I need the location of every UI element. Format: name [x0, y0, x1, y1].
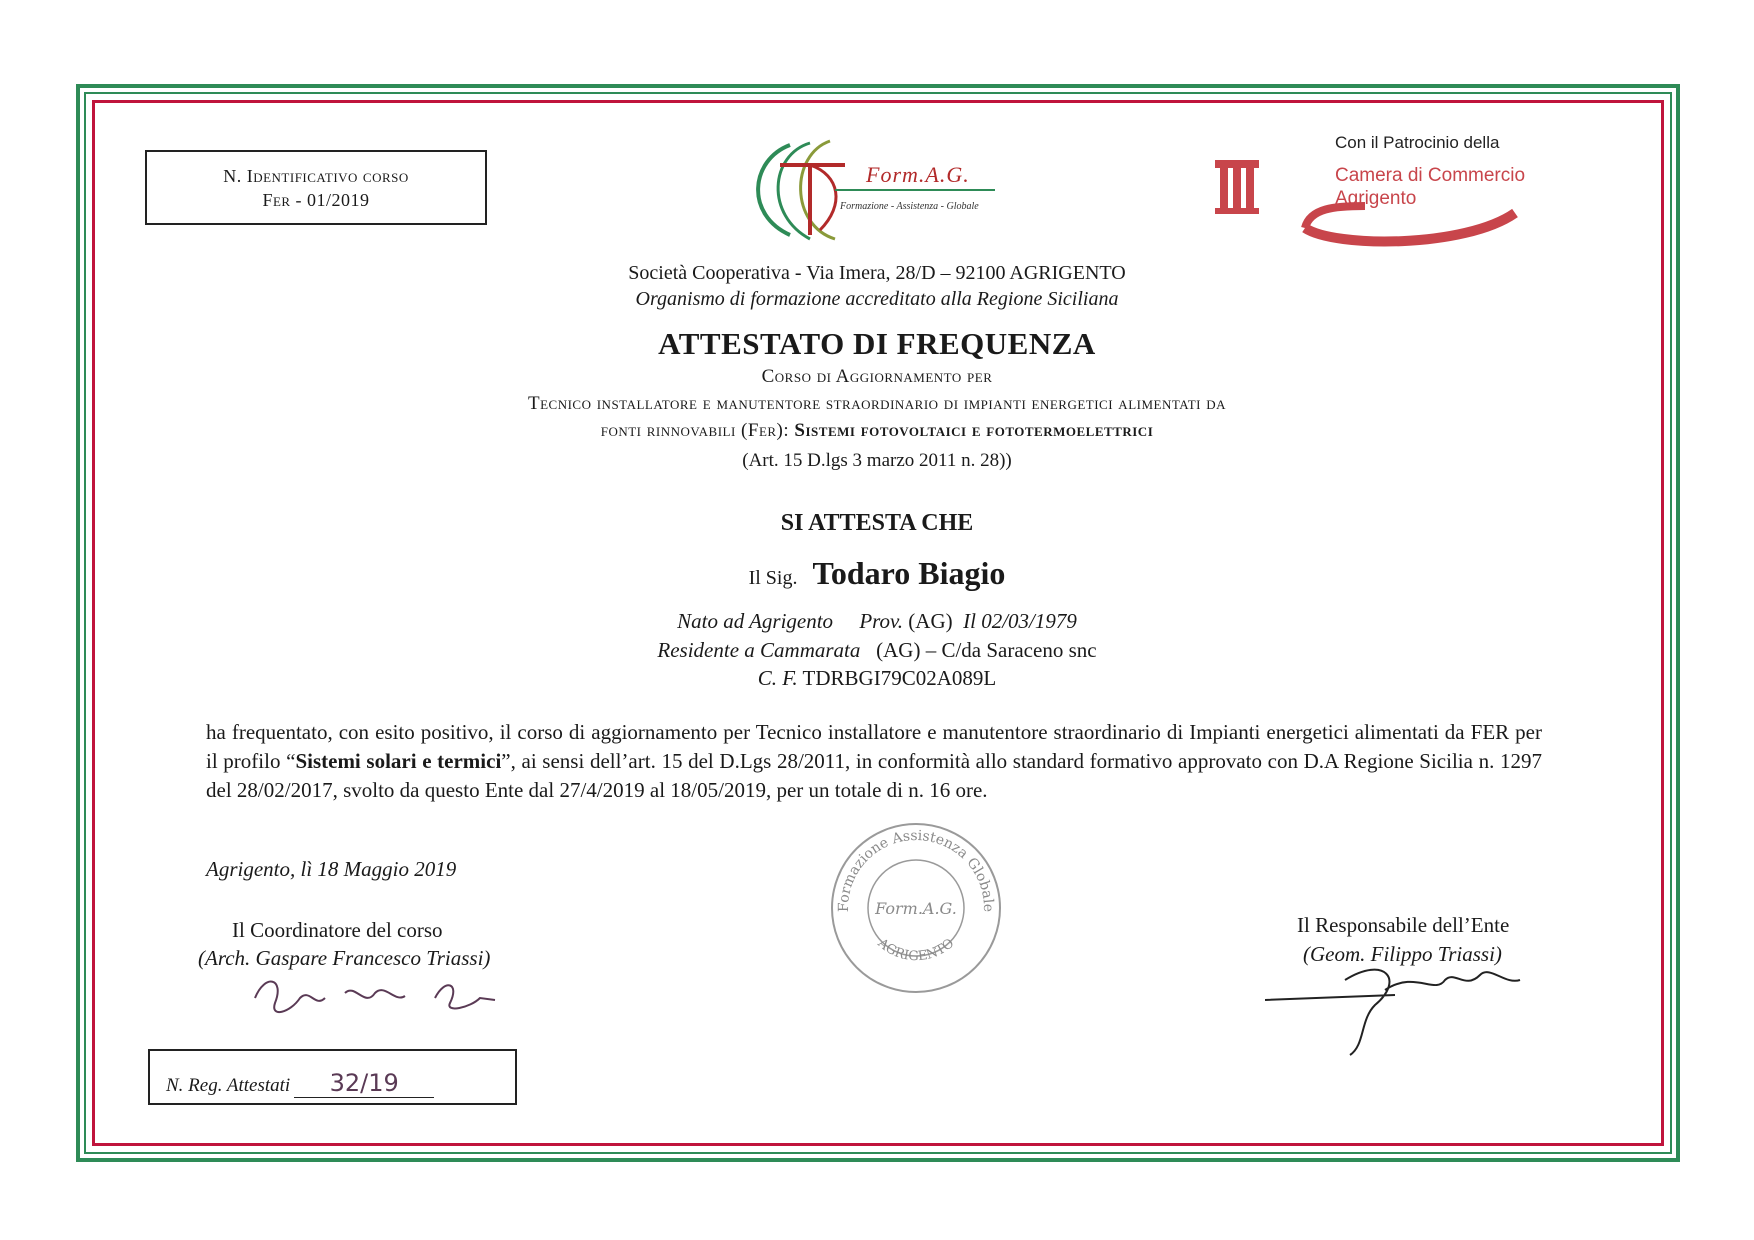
responsible-role: Il Responsabile dell’Ente: [1297, 913, 1510, 937]
course-profile-title: Sistemi fotovoltaici e fototermoelettrici: [794, 420, 1154, 441]
registry-box: [148, 1049, 517, 1105]
organization-address: Società Cooperativa - Via Imera, 28/D – 92100 AGRIGENTO: [628, 262, 1126, 284]
course-legal-ref: (Art. 15 D.lgs 3 marzo 2011 n. 28)): [742, 450, 1012, 471]
coordinator-signature: [245, 968, 525, 1028]
stamp-ring-text: Formazione Assistenza Globale: [835, 827, 997, 913]
person-line: [0, 555, 1754, 592]
formag-logo: [750, 135, 1030, 245]
residence-value: (AG) – C/da Saraceno snc: [876, 638, 1097, 662]
residence-line: [0, 638, 1754, 663]
course-id-value: Fer - 01/2019: [262, 190, 370, 210]
course-line-3: [0, 420, 1754, 442]
course-id-box: [145, 150, 487, 225]
fiscal-code-label: C. F.: [757, 666, 798, 690]
course-line-1: Corso di Aggiornamento per: [761, 366, 993, 387]
certificate-body: [206, 718, 1542, 805]
coordinator-name: (Arch. Gaspare Francesco Triassi): [198, 946, 491, 970]
coordinator-role: Il Coordinatore del corso: [232, 918, 443, 942]
attestation-heading: SI ATTESTA CHE: [780, 510, 974, 536]
logo-tagline: Formazione - Assistenza - Globale: [840, 201, 979, 212]
svg-text:AGRIGENTO: [874, 935, 957, 964]
responsible-name: (Geom. Filippo Triassi): [1303, 942, 1502, 966]
patronage-org-line2: Agrigento: [1335, 188, 1417, 209]
issue-date: Agrigento, lì 18 Maggio 2019: [206, 857, 457, 881]
responsible-signature: [1265, 950, 1565, 1060]
person-prefix: Il Sig.: [748, 567, 798, 589]
body-part-2: ”, ai sensi dell’art. 15 del D.Lgs 28/2011, in conformità allo standard formativo approvato con D.A Regione Sicilia n. 1297 del 28/02/2017, svolto da questo Ente dal 27/4/2019 al 18/05/2019, per un totale di n. 16 ore.: [206, 749, 1542, 802]
birth-line: [0, 609, 1754, 634]
patronage-org-line1: Camera di Commercio: [1335, 165, 1526, 186]
course-line-2: Tecnico installatore e manutentore straordinario di impianti energetici alimentati da: [527, 393, 1227, 414]
accreditation-note: Organismo di formazione accreditato alla Regione Siciliana: [635, 288, 1119, 310]
prov-label: Prov.: [859, 609, 904, 633]
official-stamp: [826, 818, 1006, 998]
residence-label: Residente a Cammarata: [657, 638, 861, 662]
birth-date: Il 02/03/1979: [963, 609, 1077, 633]
course-line-3a: fonti rinnovabili (Fer):: [600, 420, 795, 441]
prov-value: (AG): [908, 609, 953, 633]
birth-place: Nato ad Agrigento: [677, 609, 834, 633]
person-name: Todaro Biagio: [812, 555, 1006, 591]
fiscal-code-line: [0, 666, 1754, 691]
body-profile: Sistemi solari e termici: [295, 749, 502, 773]
stamp-bottom-text: AGRIGENTO: [874, 935, 958, 965]
stamp-center-text: Form.A.G.: [875, 899, 957, 918]
certificate-title: ATTESTATO DI FREQUENZA: [658, 326, 1096, 361]
fiscal-code-value: TDRBGI79C02A089L: [802, 666, 997, 690]
course-id-label: N. Identificativo corso: [223, 166, 409, 186]
patronage-label: Con il Patrocinio della: [1335, 133, 1500, 152]
body-part-1: ha frequentato, con esito positivo, il corso di aggiornamento per Tecnico installatore e manutentore straordinario di Impianti energetici alimentati da FER per il profilo “: [206, 720, 1542, 773]
registry-label: N. Reg. Attestati: [166, 1075, 291, 1096]
logo-name: Form.A.G.: [866, 162, 970, 187]
registry-number: 32/19: [294, 1069, 434, 1098]
